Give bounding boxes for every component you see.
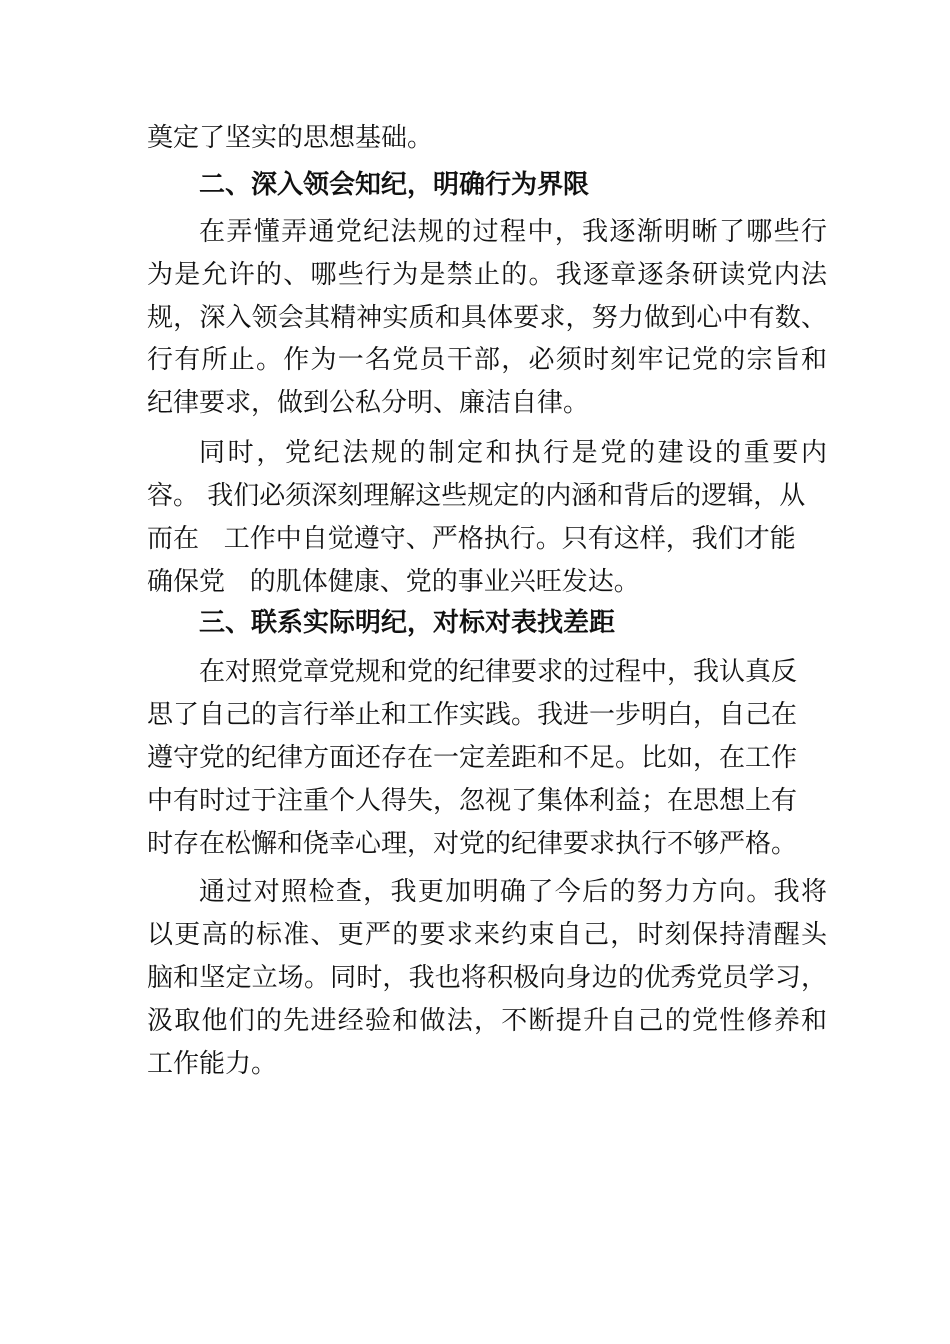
paragraph-line: 时存在松懈和侥幸心理，对党的纪律要求执行不够严格。	[147, 829, 798, 859]
section-heading: 三、联系实际明纪，对标对表找差距	[199, 608, 616, 638]
paragraph-line: 行有所止。作为一名党员干部，必须时刻牢记党的宗旨和	[147, 345, 827, 375]
paragraph-line: 以更高的标准、更严的要求来约束自己，时刻保持清醒头	[147, 920, 827, 950]
paragraph-line: 规，深入领会其精神实质和具体要求，努力做到心中有数、	[147, 303, 827, 333]
paragraph-line: 为是允许的、哪些行为是禁止的。我逐章逐条研读党内法	[147, 260, 827, 290]
paragraph-line: 而在 工作中自觉遵守、严格执行。只有这样，我们才能	[147, 524, 796, 554]
paragraph-line: 在弄懂弄通党纪法规的过程中，我逐渐明晰了哪些行	[199, 217, 827, 247]
paragraph-line: 确保党 的肌体健康、党的事业兴旺发达。	[147, 567, 640, 597]
paragraph-line: 在对照党章党规和党的纪律要求的过程中，我认真反	[199, 657, 798, 687]
paragraph-line: 工作能力。	[147, 1049, 278, 1079]
paragraph-line: 通过对照检查，我更加明确了今后的努力方向。我将	[199, 877, 827, 907]
paragraph-line: 同时，党纪法规的制定和执行是党的建设的重要内	[199, 438, 827, 468]
paragraph-line: 脑和坚定立场。同时，我也将积极向身边的优秀党员学习，	[147, 963, 827, 993]
paragraph-line: 容。 我们必须深刻理解这些规定的内涵和背后的逻辑，从	[147, 481, 806, 511]
paragraph-line: 中有时过于注重个人得失，忽视了集体利益；在思想上有	[147, 786, 798, 816]
paragraph-line: 遵守党的纪律方面还存在一定差距和不足。比如，在工作	[147, 743, 798, 773]
section-heading: 二、深入领会知纪，明确行为界限	[199, 170, 590, 200]
paragraph-line: 奠定了坚实的思想基础。	[147, 123, 434, 153]
paragraph-line: 汲取他们的先进经验和做法，不断提升自己的党性修养和	[147, 1006, 827, 1036]
paragraph-line: 纪律要求，做到公私分明、廉洁自律。	[147, 388, 590, 418]
paragraph-line: 思了自己的言行举止和工作实践。我进一步明白，自己在	[147, 700, 798, 730]
